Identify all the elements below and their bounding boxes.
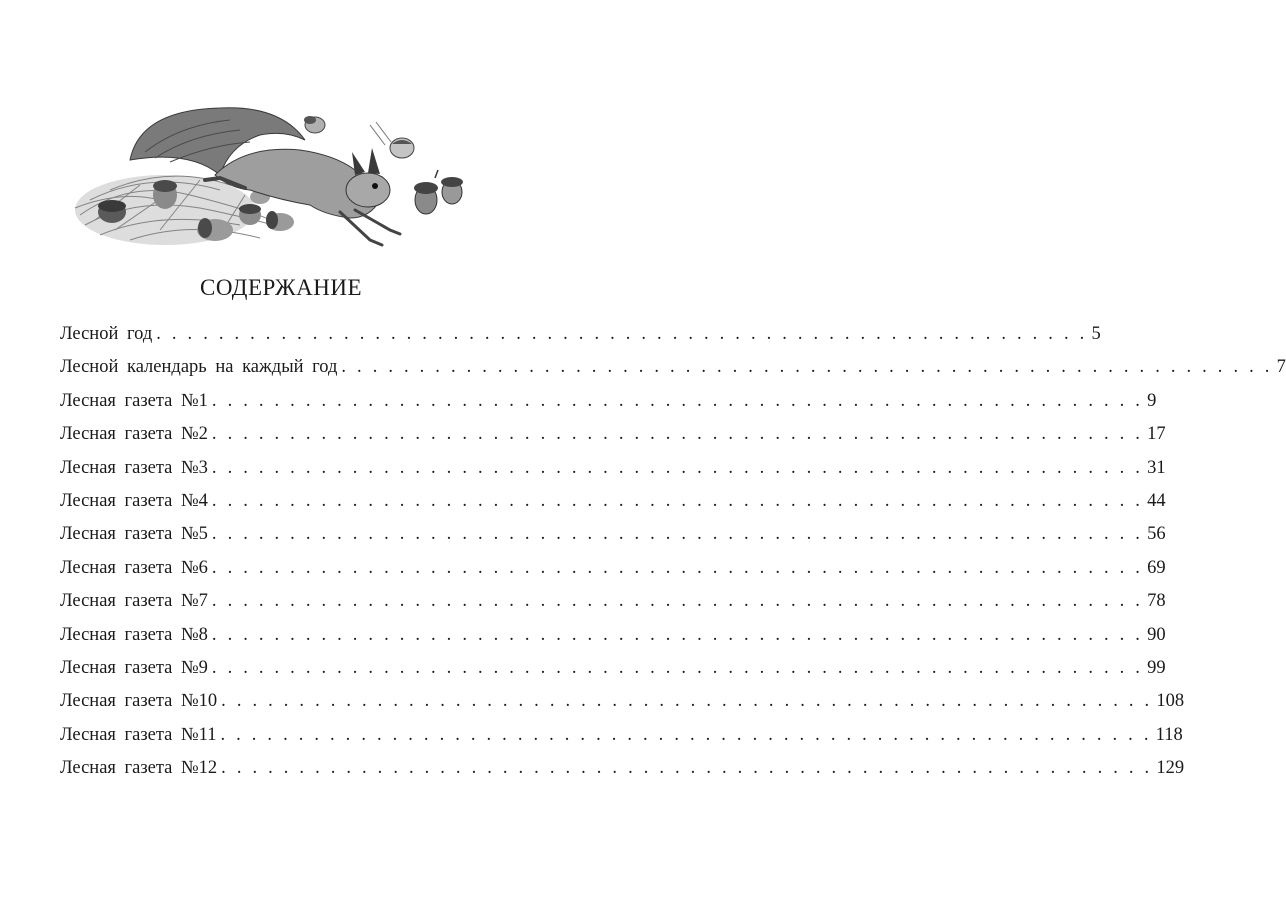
toc-entry-page: 44 (1147, 490, 1166, 511)
toc-entry (60, 719, 1183, 752)
toc-entry (60, 452, 1166, 485)
toc-entry-page: 78 (1147, 591, 1166, 612)
motion-lines (370, 122, 391, 145)
toc-dot-leader: . . . . . . . . . . . . . . . . . . . . . . . . . . . . . . . . . . . . . . . . . . . . . . . . . . . . . . . . . . . . (211, 390, 1144, 411)
toc-entry-page: 69 (1147, 557, 1166, 578)
toc-entry (60, 552, 1166, 585)
toc-entry-title: Лесная газета №9 (60, 657, 208, 678)
toc-dot-leader: . . . . . . . . . . . . . . . . . . . . . . . . . . . . . . . . . . . . . . . . . . . . . . . . . . . . . . . . . . . . (211, 424, 1144, 445)
toc-entry (60, 318, 1101, 351)
toc-dot-leader: . . . . . . . . . . . . . . . . . . . . . . . . . . . . . . . . . . . . . . . . . . . . . . . . . . . . . . . . . . . . (156, 324, 1088, 344)
toc-entry (60, 652, 1166, 685)
toc-entry-title: Лесная газета №2 (60, 424, 208, 445)
toc-entry (60, 385, 1157, 418)
toc-entry-title: Лесная газета №12 (60, 758, 218, 779)
squirrel-head (346, 173, 390, 207)
toc-entry (60, 518, 1166, 551)
toc-entry-page: 108 (1156, 691, 1185, 712)
toc-entry-title: Лесная газета №5 (60, 524, 208, 545)
toc-entry (60, 585, 1166, 618)
toc-dot-leader: . . . . . . . . . . . . . . . . . . . . . . . . . . . . . . . . . . . . . . . . . . . . . . . . . . . . . . . . . . . . (211, 524, 1144, 545)
toc-entry (60, 619, 1166, 652)
toc-entry-page: 129 (1156, 758, 1185, 779)
toc-entry (60, 485, 1166, 518)
squirrel-illustration (70, 100, 480, 260)
toc-entry-title: Лесной год (60, 324, 153, 344)
toc-entry-page: 17 (1147, 424, 1166, 445)
toc-dot-leader: . . . . . . . . . . . . . . . . . . . . . . . . . . . . . . . . . . . . . . . . . . . . . . . . . . . . . . . . . . . . (211, 657, 1144, 678)
toc-entry-title: Лесная газета №3 (60, 457, 208, 478)
toc-dot-leader: . . . . . . . . . . . . . . . . . . . . . . . . . . . . . . . . . . . . . . . . . . . . . . . . . . . . . . . . . . . . (341, 357, 1273, 378)
toc-entry-page: 7 (1276, 357, 1286, 378)
toc-entry-title: Лесная газета №6 (60, 557, 208, 578)
toc-dot-leader: . . . . . . . . . . . . . . . . . . . . . . . . . . . . . . . . . . . . . . . . . . . . . . . . . . . . . . . . . . . . (211, 557, 1144, 578)
toc-entry-title: Лесной календарь на каждый год (60, 357, 338, 378)
toc-dot-leader: . . . . . . . . . . . . . . . . . . . . . . . . . . . . . . . . . . . . . . . . . . . . . . . . . . . . . . . . . . . . (220, 724, 1152, 745)
toc-entry-page: 118 (1155, 724, 1183, 745)
toc-entry (60, 685, 1185, 718)
toc-dot-leader: . . . . . . . . . . . . . . . . . . . . . . . . . . . . . . . . . . . . . . . . . . . . . . . . . . . . . . . . . . . . (211, 624, 1144, 645)
toc-entry-page: 56 (1147, 524, 1166, 545)
toc-entry-title: Лесная газета №10 (60, 691, 218, 712)
toc-entry-title: Лесная газета №8 (60, 624, 208, 645)
toc-entry-page: 99 (1147, 657, 1166, 678)
toc-entry-title: Лесная газета №11 (60, 724, 217, 745)
toc-dot-leader: . . . . . . . . . . . . . . . . . . . . . . . . . . . . . . . . . . . . . . . . . . . . . . . . . . . . . . . . . . . . (211, 457, 1144, 478)
toc-dot-leader: . . . . . . . . . . . . . . . . . . . . . . . . . . . . . . . . . . . . . . . . . . . . . . . . . . . . . . . . . . . . (221, 758, 1153, 779)
toc-entry-page: 31 (1147, 457, 1166, 478)
toc-entry (60, 752, 1185, 785)
toc-entry-page: 5 (1091, 324, 1101, 344)
toc-dot-leader: . . . . . . . . . . . . . . . . . . . . . . . . . . . . . . . . . . . . . . . . . . . . . . . . . . . . . . . . . . . . (211, 490, 1144, 511)
toc-dot-leader: . . . . . . . . . . . . . . . . . . . . . . . . . . . . . . . . . . . . . . . . . . . . . . . . . . . . . . . . . . . . (211, 591, 1144, 612)
toc-dot-leader: . . . . . . . . . . . . . . . . . . . . . . . . . . . . . . . . . . . . . . . . . . . . . . . . . . . . . . . . . . . . (221, 691, 1153, 712)
toc-entry (60, 418, 1166, 451)
toc-entry-title: Лесная газета №7 (60, 591, 208, 612)
toc-entry-title: Лесная газета №4 (60, 490, 208, 511)
toc-entry (60, 351, 1286, 384)
toc-entry-title: Лесная газета №1 (60, 390, 208, 411)
toc-entry-page: 90 (1147, 624, 1166, 645)
page-title: СОДЕРЖАНИЕ (199, 275, 362, 300)
toc-entry-page: 9 (1147, 390, 1157, 411)
table-of-contents (60, 318, 1286, 785)
